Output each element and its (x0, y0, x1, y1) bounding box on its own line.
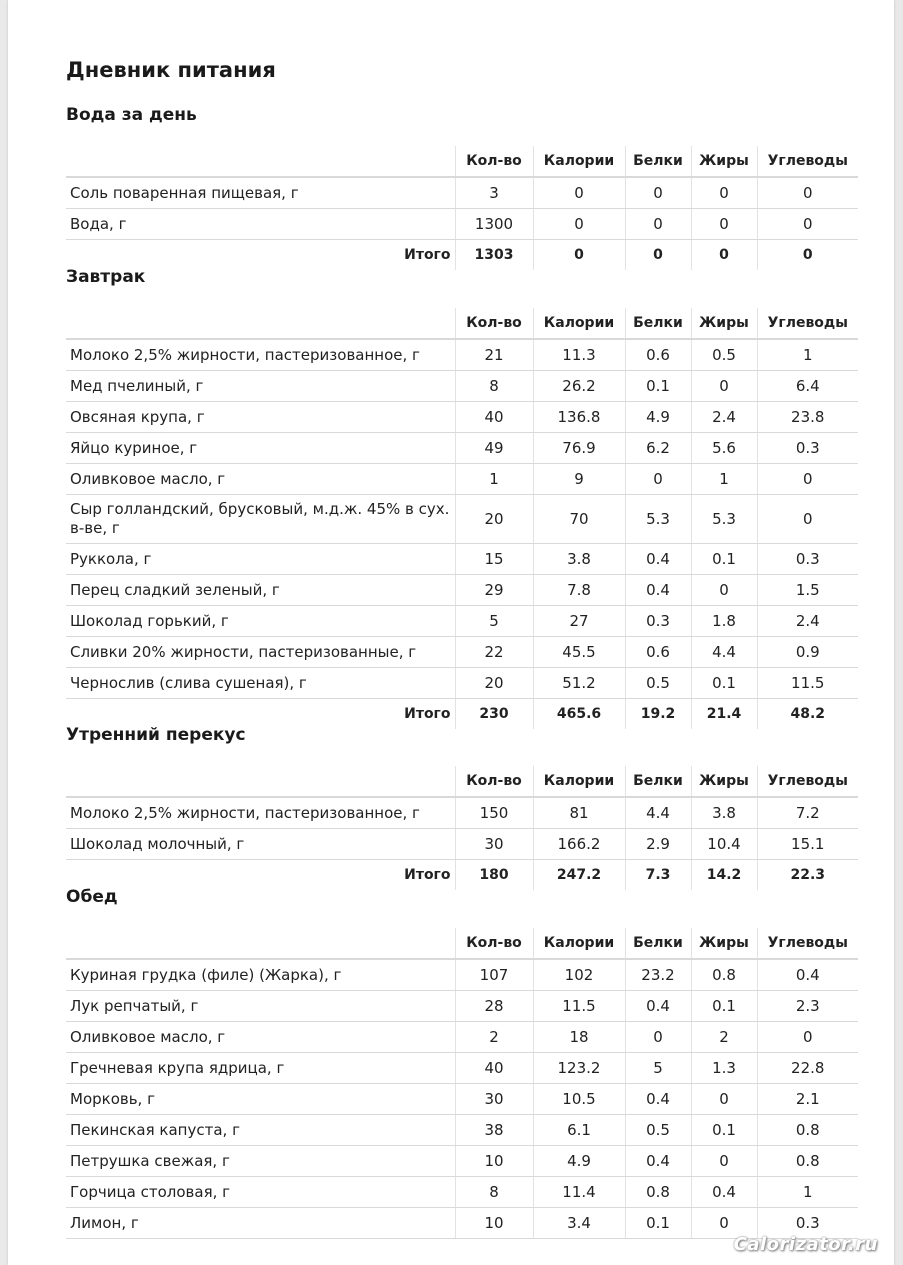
cell-qty: 29 (455, 575, 533, 606)
food-name: Чернослив (слива сушеная), г (66, 668, 455, 699)
table-row (66, 1053, 858, 1084)
column-header-fat: Жиры (691, 928, 757, 959)
total-carbs: 0 (757, 240, 858, 271)
cell-qty: 150 (455, 797, 533, 829)
cell-fat: 2.4 (691, 402, 757, 433)
food-name: Молоко 2,5% жирности, пастеризованное, г (66, 339, 455, 371)
column-header-cal: Калории (533, 766, 625, 797)
cell-protein: 5.3 (625, 495, 691, 544)
cell-cal: 3.8 (533, 544, 625, 575)
cell-carbs: 0.4 (757, 959, 858, 991)
meal-section-title: Утренний перекус (66, 725, 246, 745)
food-name: Овсяная крупа, г (66, 402, 455, 433)
cell-protein: 0.4 (625, 1084, 691, 1115)
cell-qty: 40 (455, 402, 533, 433)
table-row (66, 668, 858, 699)
cell-cal: 0 (533, 209, 625, 240)
column-header-protein: Белки (625, 928, 691, 959)
column-header-fat: Жиры (691, 308, 757, 339)
total-fat: 14.2 (691, 860, 757, 891)
cell-qty: 20 (455, 495, 533, 544)
cell-cal: 6.1 (533, 1115, 625, 1146)
cell-carbs: 2.3 (757, 991, 858, 1022)
column-header-fat: Жиры (691, 766, 757, 797)
cell-cal: 27 (533, 606, 625, 637)
cell-fat: 0 (691, 177, 757, 209)
column-header-protein: Белки (625, 766, 691, 797)
meal-table (66, 308, 858, 729)
cell-fat: 1.3 (691, 1053, 757, 1084)
meal-section-title: Вода за день (66, 105, 197, 125)
cell-fat: 0.1 (691, 1115, 757, 1146)
table-row (66, 177, 858, 209)
table-row (66, 991, 858, 1022)
cell-protein: 0.5 (625, 1115, 691, 1146)
header-blank-cell (66, 766, 455, 797)
food-name: Пекинская капуста, г (66, 1115, 455, 1146)
table-header-row (66, 766, 858, 797)
cell-cal: 70 (533, 495, 625, 544)
cell-qty: 8 (455, 1177, 533, 1208)
table-row (66, 1084, 858, 1115)
total-carbs: 48.2 (757, 699, 858, 730)
cell-cal: 7.8 (533, 575, 625, 606)
cell-cal: 51.2 (533, 668, 625, 699)
food-name: Горчица столовая, г (66, 1177, 455, 1208)
total-protein: 0 (625, 240, 691, 271)
total-cal: 247.2 (533, 860, 625, 891)
cell-protein: 0.6 (625, 339, 691, 371)
column-header-qty: Кол-во (455, 146, 533, 177)
cell-qty: 49 (455, 433, 533, 464)
cell-cal: 166.2 (533, 829, 625, 860)
food-name: Вода, г (66, 209, 455, 240)
cell-qty: 38 (455, 1115, 533, 1146)
table-row (66, 402, 858, 433)
cell-protein: 0.8 (625, 1177, 691, 1208)
column-header-cal: Калории (533, 308, 625, 339)
cell-fat: 0.1 (691, 991, 757, 1022)
cell-cal: 26.2 (533, 371, 625, 402)
cell-cal: 123.2 (533, 1053, 625, 1084)
cell-protein: 0 (625, 1022, 691, 1053)
watermark: Calorizator.ru (733, 1234, 878, 1255)
total-qty: 1303 (455, 240, 533, 271)
total-label: Итого (404, 706, 451, 722)
cell-carbs: 22.8 (757, 1053, 858, 1084)
cell-protein: 4.4 (625, 797, 691, 829)
table-row (66, 495, 858, 544)
cell-protein: 5 (625, 1053, 691, 1084)
cell-fat: 10.4 (691, 829, 757, 860)
cell-carbs: 0.9 (757, 637, 858, 668)
total-protein: 7.3 (625, 860, 691, 891)
meal-section-title: Завтрак (66, 267, 146, 287)
food-name: Морковь, г (66, 1084, 455, 1115)
cell-carbs: 2.4 (757, 606, 858, 637)
food-name: Оливковое масло, г (66, 1022, 455, 1053)
cell-fat: 0 (691, 209, 757, 240)
cell-cal: 11.3 (533, 339, 625, 371)
column-header-carbs: Углеводы (757, 766, 858, 797)
cell-fat: 5.6 (691, 433, 757, 464)
food-name: Перец сладкий зеленый, г (66, 575, 455, 606)
cell-protein: 23.2 (625, 959, 691, 991)
food-name: Куриная грудка (филе) (Жарка), г (66, 959, 455, 991)
table-row (66, 464, 858, 495)
cell-fat: 0 (691, 1084, 757, 1115)
column-header-carbs: Углеводы (757, 146, 858, 177)
cell-fat: 0.4 (691, 1177, 757, 1208)
total-qty: 180 (455, 860, 533, 891)
table-row (66, 433, 858, 464)
column-header-qty: Кол-во (455, 308, 533, 339)
cell-carbs: 0 (757, 464, 858, 495)
food-name: Соль поваренная пищевая, г (66, 177, 455, 209)
table-row (66, 1146, 858, 1177)
cell-protein: 0.4 (625, 544, 691, 575)
cell-carbs: 1 (757, 1177, 858, 1208)
cell-cal: 9 (533, 464, 625, 495)
cell-cal: 136.8 (533, 402, 625, 433)
column-header-protein: Белки (625, 146, 691, 177)
cell-fat: 0 (691, 1146, 757, 1177)
cell-fat: 1.8 (691, 606, 757, 637)
cell-cal: 102 (533, 959, 625, 991)
cell-qty: 30 (455, 1084, 533, 1115)
header-blank-cell (66, 928, 455, 959)
cell-cal: 3.4 (533, 1208, 625, 1239)
cell-cal: 76.9 (533, 433, 625, 464)
cell-qty: 1 (455, 464, 533, 495)
food-name: Молоко 2,5% жирности, пастеризованное, г (66, 797, 455, 829)
food-name: Сливки 20% жирности, пастеризованные, г (66, 637, 455, 668)
cell-carbs: 0 (757, 209, 858, 240)
cell-protein: 0 (625, 464, 691, 495)
cell-cal: 0 (533, 177, 625, 209)
cell-cal: 10.5 (533, 1084, 625, 1115)
cell-protein: 4.9 (625, 402, 691, 433)
cell-carbs: 2.1 (757, 1084, 858, 1115)
cell-protein: 0 (625, 177, 691, 209)
cell-protein: 0.4 (625, 991, 691, 1022)
table-row (66, 1177, 858, 1208)
total-label: Итого (404, 867, 451, 883)
cell-qty: 20 (455, 668, 533, 699)
cell-fat: 5.3 (691, 495, 757, 544)
meal-table (66, 766, 858, 890)
cell-protein: 0.4 (625, 1146, 691, 1177)
cell-cal: 11.5 (533, 991, 625, 1022)
cell-carbs: 0 (757, 495, 858, 544)
cell-fat: 0.1 (691, 668, 757, 699)
cell-carbs: 1 (757, 339, 858, 371)
cell-qty: 22 (455, 637, 533, 668)
table-header-row (66, 308, 858, 339)
cell-qty: 8 (455, 371, 533, 402)
table-row (66, 1022, 858, 1053)
total-fat: 21.4 (691, 699, 757, 730)
cell-protein: 0.6 (625, 637, 691, 668)
total-qty: 230 (455, 699, 533, 730)
meal-section (66, 104, 858, 270)
meal-section-title: Обед (66, 887, 118, 907)
food-name: Гречневая крупа ядрица, г (66, 1053, 455, 1084)
cell-protein: 0 (625, 209, 691, 240)
cell-carbs: 0 (757, 177, 858, 209)
cell-carbs: 0.3 (757, 1208, 858, 1239)
cell-qty: 28 (455, 991, 533, 1022)
cell-carbs: 0.8 (757, 1115, 858, 1146)
food-name: Лимон, г (66, 1208, 455, 1239)
food-name: Шоколад молочный, г (66, 829, 455, 860)
cell-fat: 0 (691, 1208, 757, 1239)
table-row (66, 829, 858, 860)
diary-page (8, 0, 894, 1265)
total-cal: 465.6 (533, 699, 625, 730)
cell-protein: 0.1 (625, 371, 691, 402)
cell-carbs: 7.2 (757, 797, 858, 829)
cell-qty: 40 (455, 1053, 533, 1084)
cell-protein: 2.9 (625, 829, 691, 860)
cell-protein: 0.1 (625, 1208, 691, 1239)
cell-cal: 81 (533, 797, 625, 829)
total-fat: 0 (691, 240, 757, 271)
column-header-protein: Белки (625, 308, 691, 339)
cell-fat: 1 (691, 464, 757, 495)
cell-fat: 0 (691, 371, 757, 402)
cell-fat: 3.8 (691, 797, 757, 829)
table-row (66, 1115, 858, 1146)
cell-carbs: 11.5 (757, 668, 858, 699)
table-row (66, 544, 858, 575)
cell-protein: 0.4 (625, 575, 691, 606)
cell-fat: 4.4 (691, 637, 757, 668)
total-carbs: 22.3 (757, 860, 858, 891)
cell-protein: 0.3 (625, 606, 691, 637)
total-protein: 19.2 (625, 699, 691, 730)
food-name: Шоколад горький, г (66, 606, 455, 637)
cell-fat: 0.1 (691, 544, 757, 575)
meal-section (66, 724, 858, 890)
column-header-qty: Кол-во (455, 928, 533, 959)
food-name: Мед пчелиный, г (66, 371, 455, 402)
cell-fat: 2 (691, 1022, 757, 1053)
cell-qty: 10 (455, 1146, 533, 1177)
cell-cal: 4.9 (533, 1146, 625, 1177)
meal-table (66, 928, 858, 1239)
cell-carbs: 6.4 (757, 371, 858, 402)
cell-qty: 5 (455, 606, 533, 637)
table-row (66, 371, 858, 402)
food-name: Руккола, г (66, 544, 455, 575)
total-label: Итого (404, 247, 451, 263)
table-row (66, 339, 858, 371)
cell-carbs: 0.8 (757, 1146, 858, 1177)
cell-carbs: 15.1 (757, 829, 858, 860)
cell-carbs: 0.3 (757, 433, 858, 464)
cell-qty: 107 (455, 959, 533, 991)
cell-carbs: 0.3 (757, 544, 858, 575)
cell-cal: 45.5 (533, 637, 625, 668)
cell-carbs: 1.5 (757, 575, 858, 606)
table-header-row (66, 928, 858, 959)
cell-fat: 0.8 (691, 959, 757, 991)
cell-qty: 15 (455, 544, 533, 575)
header-blank-cell (66, 308, 455, 339)
page-title: Дневник питания (66, 58, 276, 82)
header-blank-cell (66, 146, 455, 177)
cell-carbs: 0 (757, 1022, 858, 1053)
meal-section (66, 266, 858, 729)
food-name: Яйцо куриное, г (66, 433, 455, 464)
food-name: Лук репчатый, г (66, 991, 455, 1022)
food-name: Оливковое масло, г (66, 464, 455, 495)
cell-qty: 1300 (455, 209, 533, 240)
food-name: Сыр голландский, брусковый, м.д.ж. 45% в сух. в-ве, г (66, 495, 455, 544)
cell-protein: 6.2 (625, 433, 691, 464)
table-row (66, 575, 858, 606)
table-header-row (66, 146, 858, 177)
cell-cal: 18 (533, 1022, 625, 1053)
table-row (66, 637, 858, 668)
cell-qty: 10 (455, 1208, 533, 1239)
cell-qty: 3 (455, 177, 533, 209)
table-row (66, 606, 858, 637)
cell-fat: 0 (691, 575, 757, 606)
column-header-cal: Калории (533, 928, 625, 959)
cell-protein: 0.5 (625, 668, 691, 699)
column-header-cal: Калории (533, 146, 625, 177)
column-header-fat: Жиры (691, 146, 757, 177)
meal-section (66, 886, 858, 1239)
table-row (66, 209, 858, 240)
table-row (66, 959, 858, 991)
cell-carbs: 23.8 (757, 402, 858, 433)
column-header-qty: Кол-во (455, 766, 533, 797)
cell-qty: 2 (455, 1022, 533, 1053)
cell-fat: 0.5 (691, 339, 757, 371)
total-cal: 0 (533, 240, 625, 271)
cell-qty: 30 (455, 829, 533, 860)
cell-cal: 11.4 (533, 1177, 625, 1208)
cell-qty: 21 (455, 339, 533, 371)
column-header-carbs: Углеводы (757, 308, 858, 339)
meal-table (66, 146, 858, 270)
food-name: Петрушка свежая, г (66, 1146, 455, 1177)
table-row (66, 797, 858, 829)
column-header-carbs: Углеводы (757, 928, 858, 959)
